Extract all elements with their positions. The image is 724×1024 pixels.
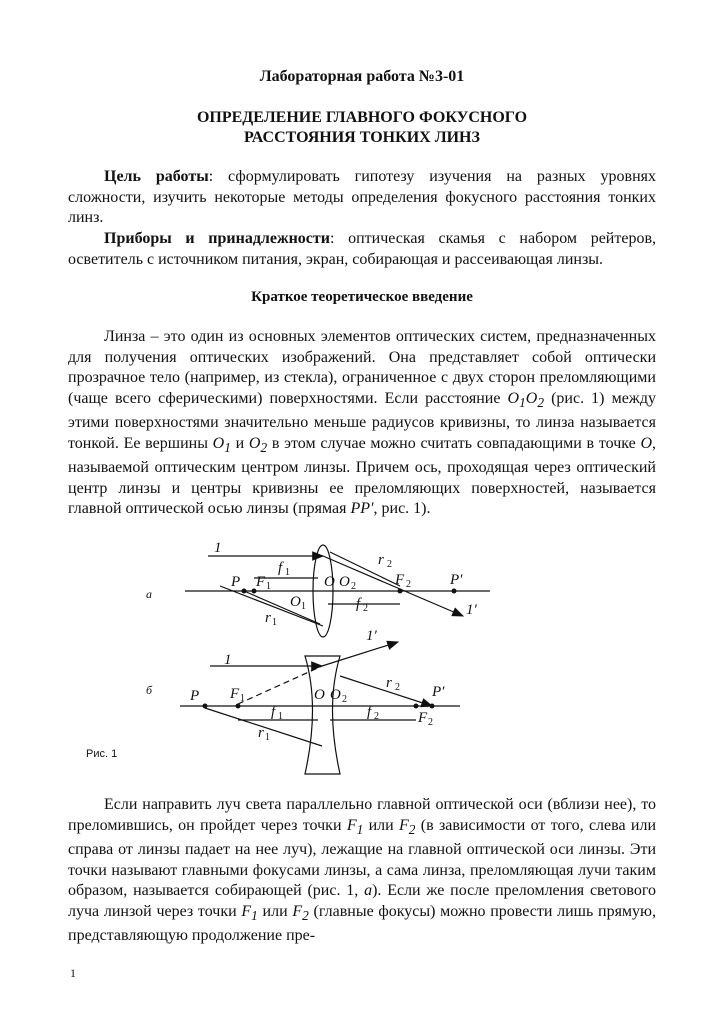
svg-text:1: 1: [278, 711, 283, 722]
ray-p-a: [244, 591, 320, 624]
svg-text:1: 1: [301, 601, 306, 612]
label-F1-b: F: [230, 686, 240, 702]
label-O-a: O: [324, 574, 335, 590]
label-F1-a: F: [256, 574, 266, 590]
label-Pp-a: P′: [450, 572, 463, 588]
label-a: а: [146, 587, 152, 601]
pp-symbol: PP′: [350, 500, 374, 518]
svg-text:2: 2: [363, 603, 368, 614]
intro-paragraph: Линза – это один из основных элементов оптических систем, предназначенных для получения оптических изображений. Она представляет собой оптически прозрачное тело (например, из стекла), ограниченное с двух сторон преломляющими (чаще всего сферическими) поверхностями. Если расстояние $O_1O_2$ (рис. 1) между этими поверхностями значительно меньше радиусов кривизны, то линза называется тонкой. Ее вершины $O_1$ и $O_2$ в этом случае можно считать совпадающими в точке O, называемой оптическим центром линзы. Причем ось, проходящая через оптический центр линзы и центры кривизны ее преломляющих поверхностей, называется главной оптической осью линзы (прямая PP′, рис. 1).: [68, 328, 657, 518]
label-F2-b: F: [418, 710, 428, 726]
o-symbol: O: [640, 434, 653, 452]
f1-symbol: $F_1$: [346, 816, 364, 837]
main-title-line-2: РАССТОЯНИЯ ТОНКИХ ЛИНЗ: [244, 129, 480, 146]
label-r1-b: r: [258, 725, 264, 741]
svg-text:2: 2: [428, 717, 433, 728]
intro-heading: Краткое теоретическое введение: [251, 289, 473, 305]
intro-text-3: в этом случае можно считать совпадающими в точке: [267, 434, 641, 452]
f1-symbol-2: $F_1$: [241, 902, 258, 923]
svg-text:1: 1: [272, 617, 277, 628]
focus-paragraph: Если направить луч света параллельно главной оптической оси (вблизи нее), то преломившись, он пройдет через точки $F_1$ или $F_2$ (в зависимости от того, слева или справа от линзы падает на нее луч), лежащие на главной оптической оси линзы. Эти точки называют главными фокусами линзы, а сама линза, преломляющая лучи таким образом, называется собирающей (рис. 1, а). Если же после преломления светового луча линзой через точки $F_1$ или $F_2$ (главные фокусы) можно провести лишь прямую, представляющую продолжение пре-: [68, 796, 657, 945]
equipment-text: : оптическая скамья с набором рейтеров, осветитель с источником питания, экран, собирающая и рассеивающая линзы.: [68, 230, 657, 268]
svg-text:2: 2: [395, 682, 400, 693]
equipment-paragraph: [68, 229, 656, 270]
label-P-b: P: [190, 688, 200, 704]
label-r2-b: r: [386, 675, 392, 691]
label-r2-a: r: [378, 552, 384, 568]
svg-text:1: 1: [265, 732, 270, 743]
label-b: б: [146, 683, 153, 697]
label-ray1-a: 1: [214, 540, 222, 556]
goal-label: Цель работы: [104, 168, 209, 185]
o1o2-symbol: $O_1O_2$: [507, 389, 545, 410]
label-r1-a: r: [265, 610, 271, 626]
svg-text:2: 2: [342, 694, 347, 705]
label-O2-b: O: [330, 687, 341, 703]
diverging-lens: [305, 656, 340, 774]
o1-symbol: $O_1$: [212, 434, 231, 455]
intro-text-5: , рис. 1).: [373, 500, 431, 518]
label-f2-a: f: [356, 596, 361, 612]
label-F2-a: F: [395, 572, 405, 588]
page-number: 1: [70, 966, 76, 980]
equipment-label: Приборы и принадлежности: [104, 230, 330, 247]
svg-text:2: 2: [406, 579, 411, 590]
lab-title: Лабораторная работа №3-01: [259, 68, 465, 85]
goal-paragraph: [68, 167, 656, 229]
label-ray1p-a: 1′: [466, 602, 477, 618]
label-O1-a: O: [290, 594, 301, 610]
svg-text:1: 1: [266, 581, 271, 592]
label-f2-b: f: [367, 704, 372, 720]
svg-text:2: 2: [387, 559, 392, 570]
intro-text-2: (рис. 1) между этими поверхностями значительно меньше радиусов кривизны, то линза называется тонкой. Ее вершины: [68, 389, 656, 452]
label-f1-a: f: [278, 560, 283, 576]
intro-text-1: Линза – это один из основных элементов оптических систем, предназначенных для получения оптических изображений. Она представляет собой оптически прозрачное тело (например, из стекла), ограниченное с двух сторон преломляющими (чаще всего сферическими) поверхностями. Если расстояние: [68, 328, 656, 407]
o2-symbol: $O_2$: [248, 434, 268, 455]
label-f1-b: f: [271, 704, 276, 720]
ray-1-refracted-b: [322, 642, 398, 666]
svg-text:2: 2: [351, 581, 356, 592]
label-O2-a: O: [339, 574, 350, 590]
main-title: [0, 108, 724, 148]
svg-text:2: 2: [374, 711, 379, 722]
label-Pp-b: P′: [432, 684, 445, 700]
label-ray1p-b: 1′: [366, 628, 377, 644]
main-title-line-1: ОПРЕДЕЛЕНИЕ ГЛАВНОГО ФОКУСНОГО: [196, 109, 528, 126]
f2-symbol-2: $F_2$: [292, 902, 309, 923]
intro-text-4: , называемой оптическим центром линзы. Причем ось, проходящая через оптический центр линзы и центры кривизны ее преломляющих поверхностей, называется главной оптической осью линзы (прямая: [68, 434, 657, 518]
figure-caption: Рис. 1: [86, 748, 118, 760]
f2-symbol: $F_2$: [399, 816, 416, 837]
svg-text:1: 1: [285, 567, 290, 578]
label-O-b: O: [314, 687, 325, 703]
label-P-a: P: [231, 574, 241, 590]
svg-text:1: 1: [240, 693, 245, 704]
fig-a-ref: а: [364, 882, 373, 900]
label-ray1-b: 1: [224, 652, 232, 668]
goal-text: : сформулировать гипотезу изучения на разных уровнях сложности, изучить некоторые методы определения фокусного расстояния тонких линз.: [68, 168, 656, 226]
